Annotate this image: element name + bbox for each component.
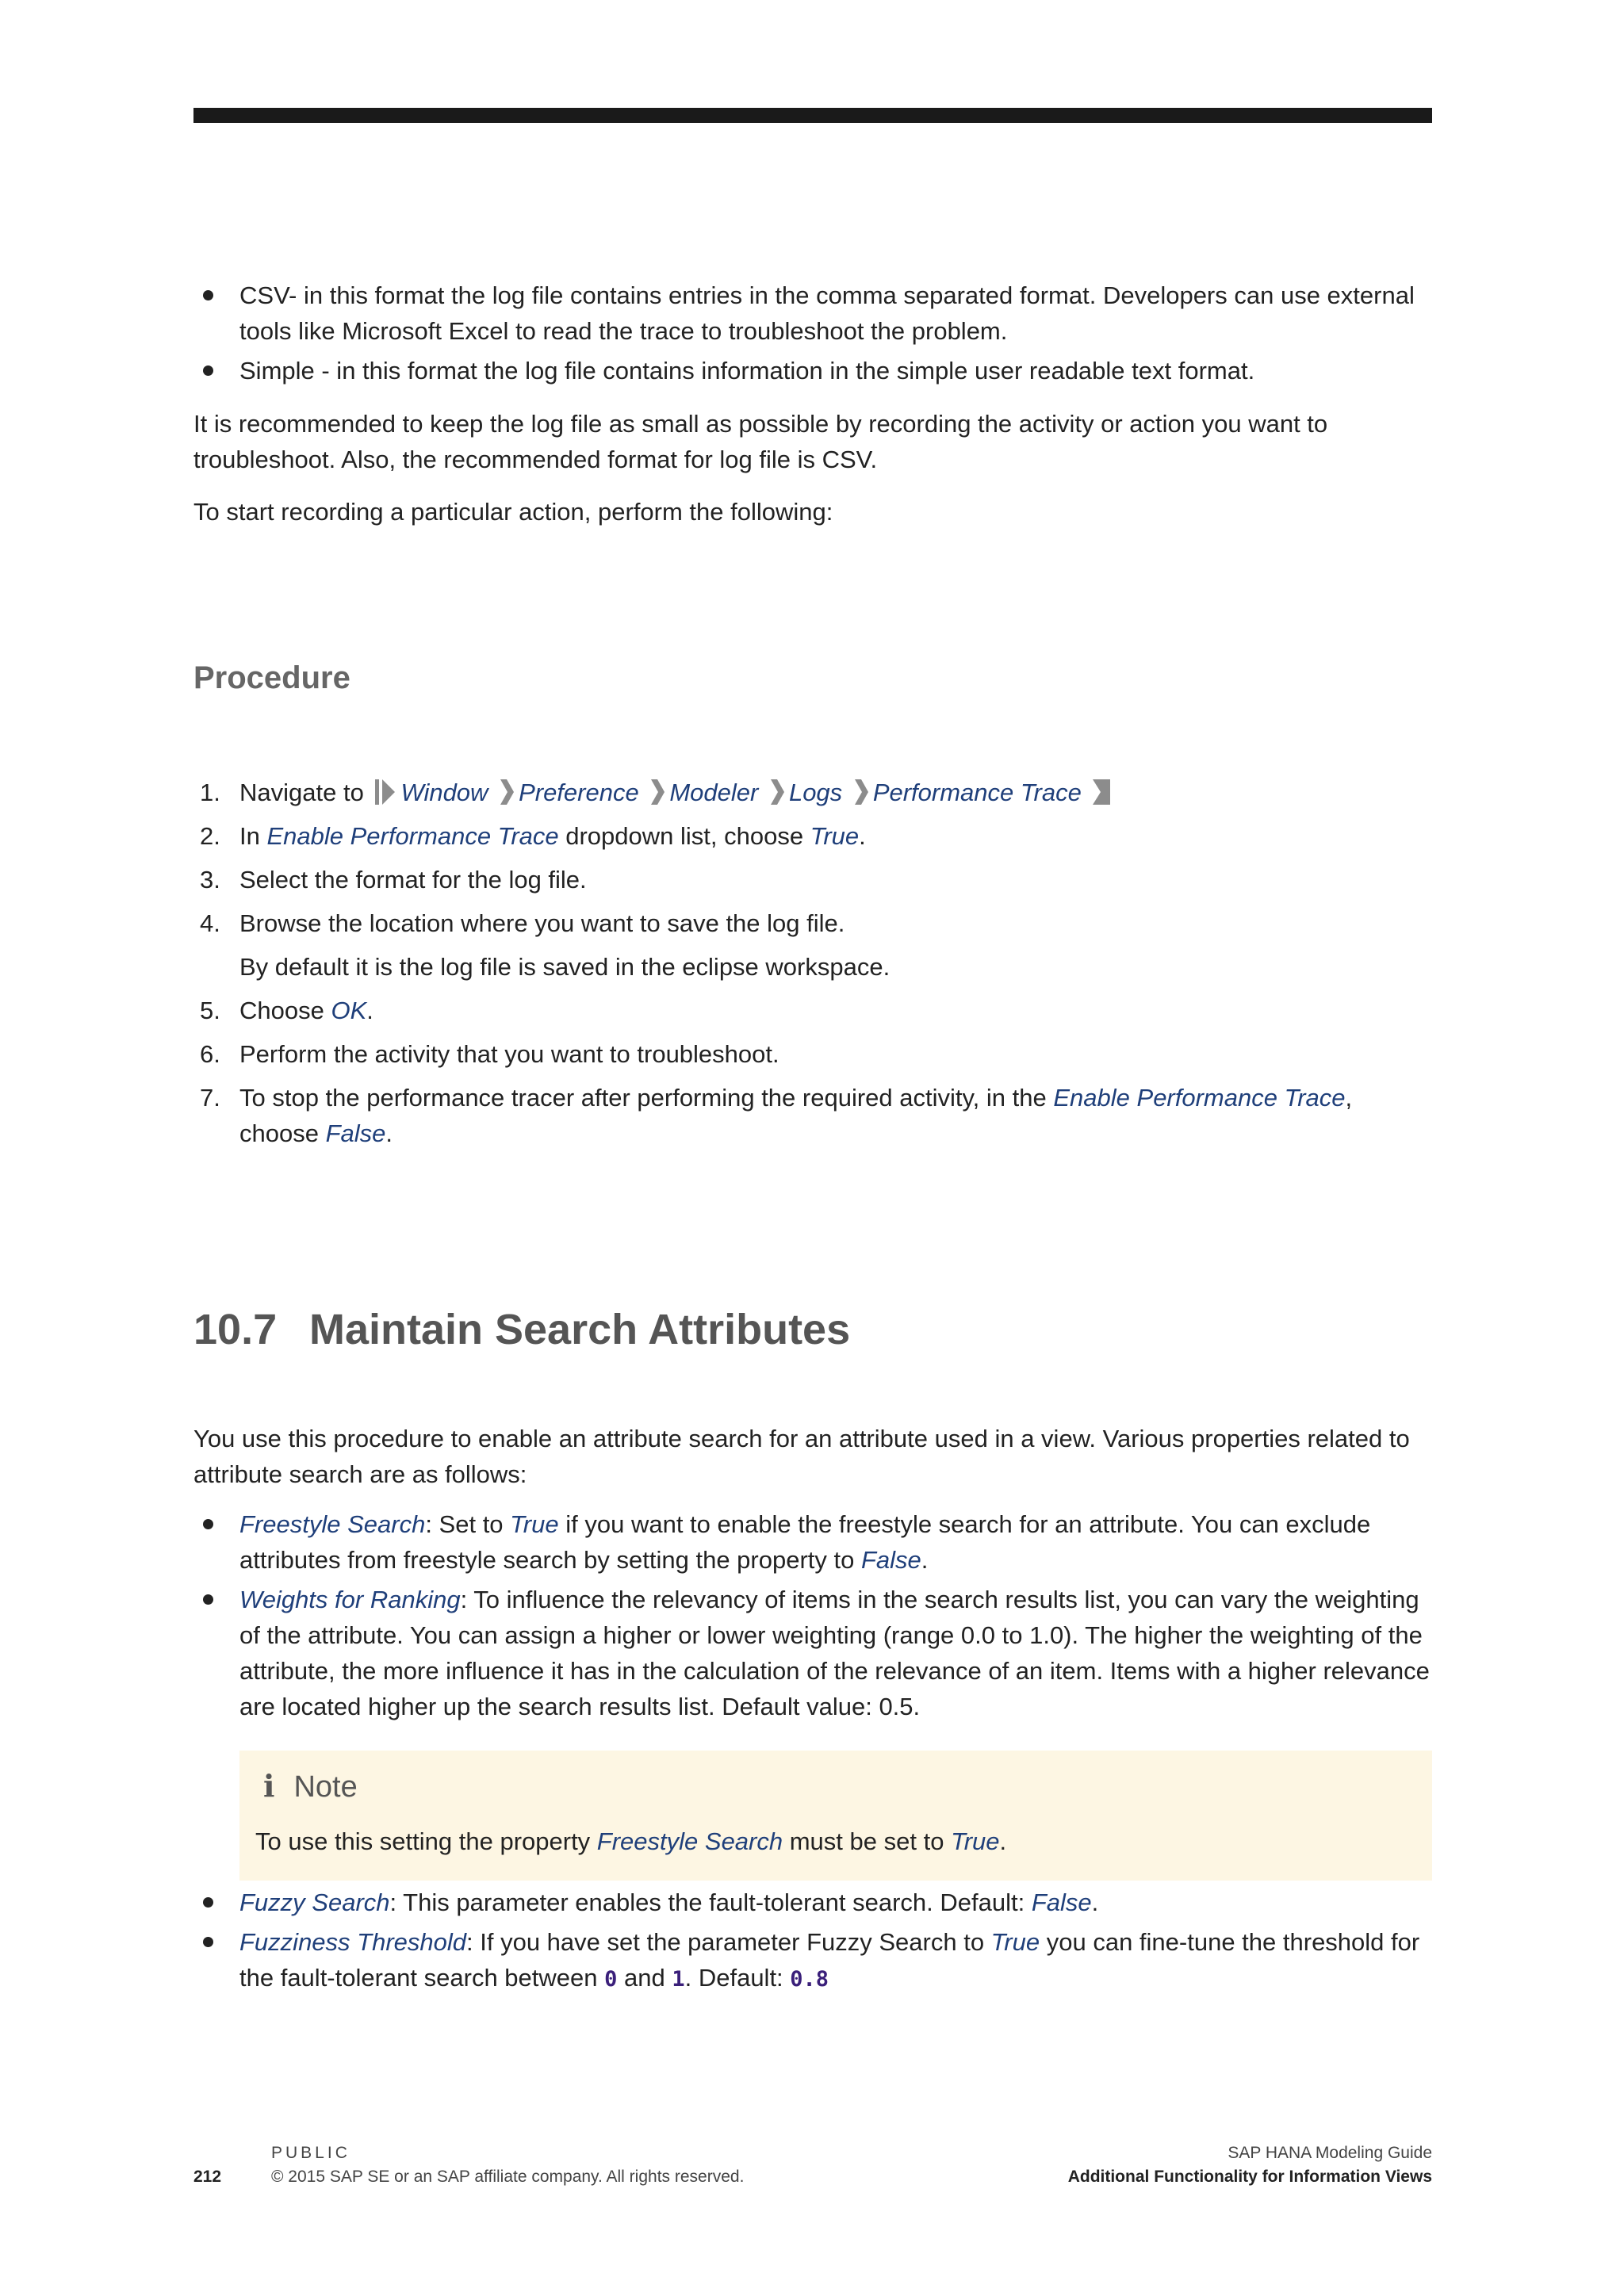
note-text: To use this setting the property Freestyle Search must be set to True. xyxy=(255,1827,1007,1855)
chevron-right-icon xyxy=(649,777,666,807)
menu-path-preference[interactable]: Preference xyxy=(519,779,639,806)
bullet-icon xyxy=(203,1937,213,1947)
step-1: 1. Navigate to Window Preference Modeler Logs Performance Trace xyxy=(193,775,1432,810)
fuzziness-threshold-link[interactable]: Fuzziness Threshold xyxy=(239,1928,467,1956)
note-title: Note xyxy=(293,1770,358,1804)
info-icon: i xyxy=(263,1768,275,1804)
note-header xyxy=(263,1766,358,1807)
weights-for-ranking-link[interactable]: Weights for Ranking xyxy=(239,1586,461,1613)
footer-chapter-title: Additional Functionality for Information Views xyxy=(1067,2168,1432,2186)
procedure-steps xyxy=(193,775,1432,1159)
menu-path-end-icon xyxy=(1091,777,1112,807)
format-list xyxy=(193,277,1432,392)
menu-path-logs[interactable]: Logs xyxy=(788,779,843,806)
menu-path-modeler[interactable]: Modeler xyxy=(669,779,759,806)
chevron-right-icon xyxy=(852,777,870,807)
step-2: 2. In Enable Performance Trace dropdown list, choose True. xyxy=(200,822,866,850)
step-6: 6. Perform the activity that you want to troubleshoot. xyxy=(200,1040,779,1068)
attribute-list-continued xyxy=(193,1885,1432,2001)
step-5: 5. Choose OK. xyxy=(200,997,373,1024)
paragraph-start: To start recording a particular action, perform the following: xyxy=(193,498,833,526)
list-item-fuzzy-search: Fuzzy Search: This parameter enables the fault-tolerant search. Default: False. xyxy=(193,1885,1432,1920)
list-item-weights-for-ranking: Weights for Ranking: To influence the relevancy of items in the search results list, you can vary the weighting of the attribute. You can assign a higher or lower weighting (range 0.0 to 1.0). The higher the weighting of the attribute, the more influence it has in the calculation of the relevance of an item. Items with a higher relevance are located higher up the search results list. Default value: 0.5. xyxy=(193,1582,1432,1724)
footer-copyright: © 2015 SAP SE or an SAP affiliate company. All rights reserved. xyxy=(271,2168,745,2186)
ok-link[interactable]: OK xyxy=(331,997,367,1024)
value-true: True xyxy=(810,822,860,850)
bullet-icon xyxy=(203,1594,213,1605)
step-7: 7. To stop the performance tracer after performing the required activity, in the Enable Performance Trace, choose False. xyxy=(200,1084,1353,1147)
list-item: CSV- in this format the log file contains entries in the comma separated format. Developers can use external tools like Microsoft Excel to read the trace to troubleshoot the problem. xyxy=(193,277,1432,349)
chevron-right-icon xyxy=(768,777,786,807)
step-4-note: By default it is the log file is saved in the eclipse workspace. xyxy=(239,953,891,981)
page-number: 212 xyxy=(193,2168,222,2186)
footer-guide-title: SAP HANA Modeling Guide xyxy=(1228,2144,1432,2162)
bullet-icon xyxy=(203,1897,213,1908)
fuzzy-search-link[interactable]: Fuzzy Search xyxy=(239,1888,390,1916)
enable-performance-trace-link[interactable]: Enable Performance Trace xyxy=(266,822,559,850)
header-rule xyxy=(193,108,1432,123)
list-item-fuzziness-threshold: Fuzziness Threshold: If you have set the parameter Fuzzy Search to True you can fine-tune the threshold for the fault-tolerant search between 0 and 1. Default: 0.8 xyxy=(193,1924,1432,1997)
menu-path-start-icon xyxy=(373,777,397,807)
list-item-freestyle-search: Freestyle Search: Set to True if you want to enable the freestyle search for an attribute. You can exclude attributes from freestyle search by setting the property to False. xyxy=(193,1506,1432,1578)
menu-path-performance-trace[interactable]: Performance Trace xyxy=(872,779,1082,806)
code-value: 0.8 xyxy=(790,1967,829,1992)
section-intro: You use this procedure to enable an attribute search for an attribute used in a view. Various properties related to attribute search are as follows: xyxy=(193,1425,1410,1488)
paragraph-recommend: It is recommended to keep the log file as small as possible by recording the activity or action you want to troubleshoot. Also, the recommended format for log file is CSV. xyxy=(193,410,1328,473)
code-value: 0 xyxy=(604,1967,618,1992)
menu-path-window[interactable]: Window xyxy=(400,779,488,806)
freestyle-search-link[interactable]: Freestyle Search xyxy=(239,1510,426,1538)
freestyle-search-link[interactable]: Freestyle Search xyxy=(596,1827,783,1855)
attribute-list xyxy=(193,1506,1432,1728)
enable-performance-trace-link[interactable]: Enable Performance Trace xyxy=(1053,1084,1346,1112)
code-value: 1 xyxy=(672,1967,685,1992)
note-box xyxy=(239,1751,1432,1881)
step-4: 4. Browse the location where you want to save the log file. By default it is the log file is saved in the eclipse workspace. xyxy=(193,905,1432,985)
bullet-icon xyxy=(203,1519,213,1529)
section-heading xyxy=(193,1302,850,1357)
procedure-heading: Procedure xyxy=(193,660,350,695)
section-title: Maintain Search Attributes xyxy=(309,1306,851,1353)
value-false: False xyxy=(325,1119,386,1147)
step-3: 3. Select the format for the log file. xyxy=(200,866,587,894)
bullet-icon xyxy=(203,290,213,300)
bullet-icon xyxy=(203,365,213,376)
section-number: 10.7 xyxy=(193,1306,278,1353)
chevron-right-icon xyxy=(498,777,515,807)
list-item: Simple - in this format the log file contains information in the simple user readable text format. xyxy=(193,353,1432,388)
footer-classification: PUBLIC xyxy=(271,2144,350,2162)
